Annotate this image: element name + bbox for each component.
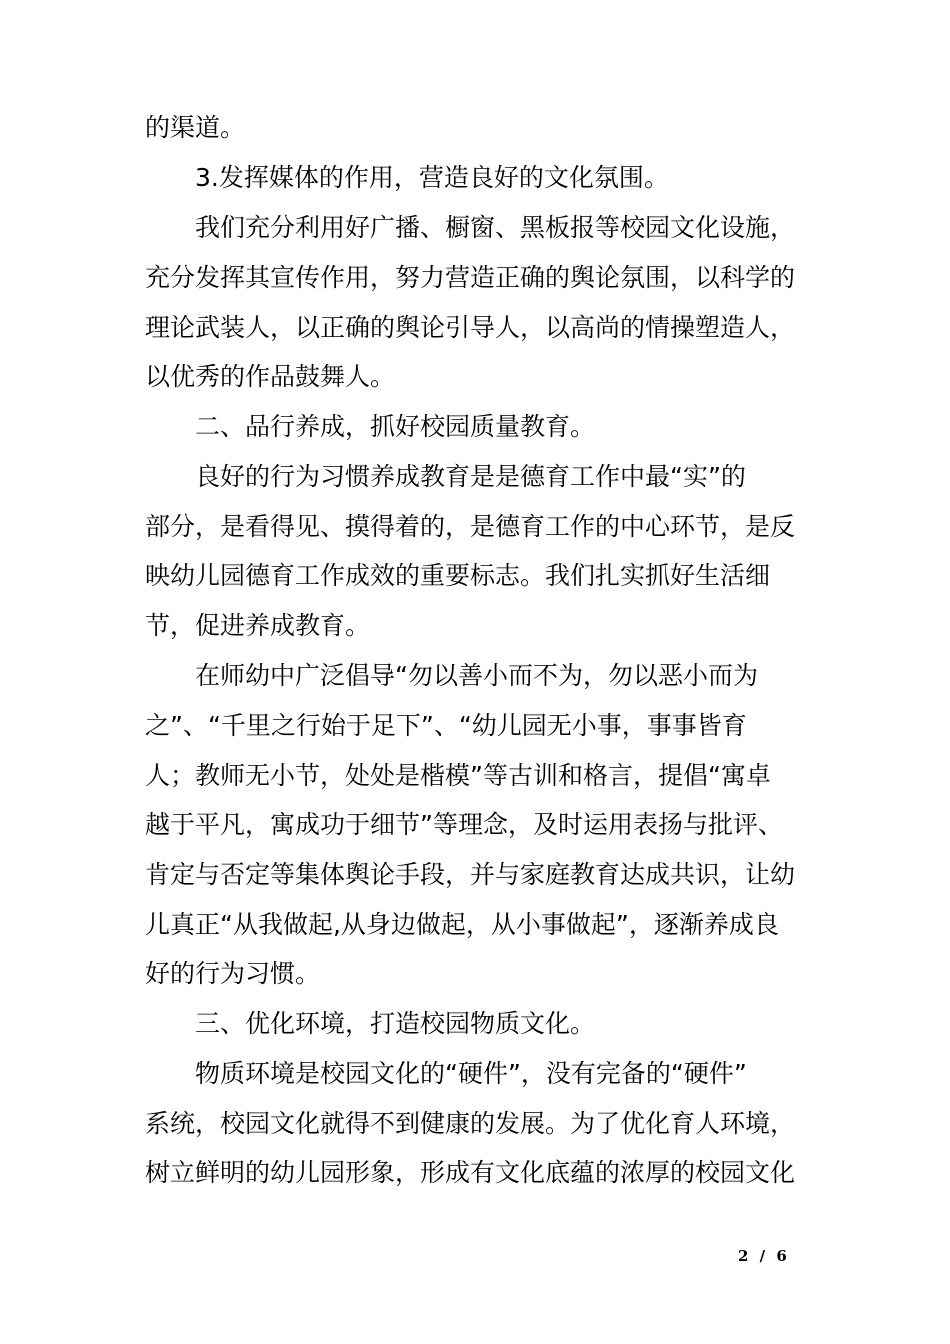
text-line: 物质环境是校园文化的“硬件”，没有完备的“硬件” [195, 1059, 747, 1088]
text-line: 人；教师无小节，处处是楷模”等古训和格言，提倡“寓卓 [145, 761, 771, 790]
text-line: 部分，是看得见、摸得着的，是德育工作的中心环节，是反 [145, 512, 796, 541]
text-line: 的渠道。 [145, 113, 246, 142]
text-line: 肯定与否定等集体舆论手段，并与家庭教育达成共识，让幼 [145, 860, 796, 889]
text-line: 越于平凡，寓成功于细节”等理念，及时运用表扬与批评、 [145, 810, 783, 839]
text-line: 之”、“千里之行始于足下”、“幼儿园无小事，事事皆育 [145, 711, 747, 740]
section-heading: 3.发挥媒体的作用，营造良好的文化氛围。 [195, 163, 669, 192]
text-line: 以优秀的作品鼓舞人。 [145, 362, 396, 391]
text-line: 理论武装人，以正确的舆论引导人，以高尚的情操塑造人， [145, 313, 796, 342]
text-line: 树立鲜明的幼儿园形象，形成有文化底蕴的浓厚的校园文化 [145, 1158, 796, 1187]
section-heading: 三、优化环境，打造校园物质文化。 [195, 1009, 596, 1038]
text-line: 系统，校园文化就得不到健康的发展。为了优化育人环境， [145, 1109, 796, 1138]
text-line: 儿真正“从我做起,从身边做起，从小事做起”，逐渐养成良 [145, 910, 779, 939]
text-line: 充分发挥其宣传作用，努力营造正确的舆论氛围，以科学的 [145, 263, 796, 292]
text-line: 在师幼中广泛倡导“勿以善小而不为，勿以恶小而为 [195, 661, 758, 690]
text-line: 节，促进养成教育。 [145, 611, 371, 640]
text-line: 良好的行为习惯养成教育是是德育工作中最“实”的 [195, 462, 746, 491]
text-line: 好的行为习惯。 [145, 959, 321, 988]
section-heading: 二、品行养成，抓好校园质量教育。 [195, 412, 596, 441]
text-line: 我们充分利用好广播、橱窗、黑板报等校园文化设施， [195, 213, 796, 242]
text-line: 映幼儿园德育工作成效的重要标志。我们扎实抓好生活细 [145, 561, 771, 590]
page-number: 2 / 6 [738, 1247, 790, 1265]
